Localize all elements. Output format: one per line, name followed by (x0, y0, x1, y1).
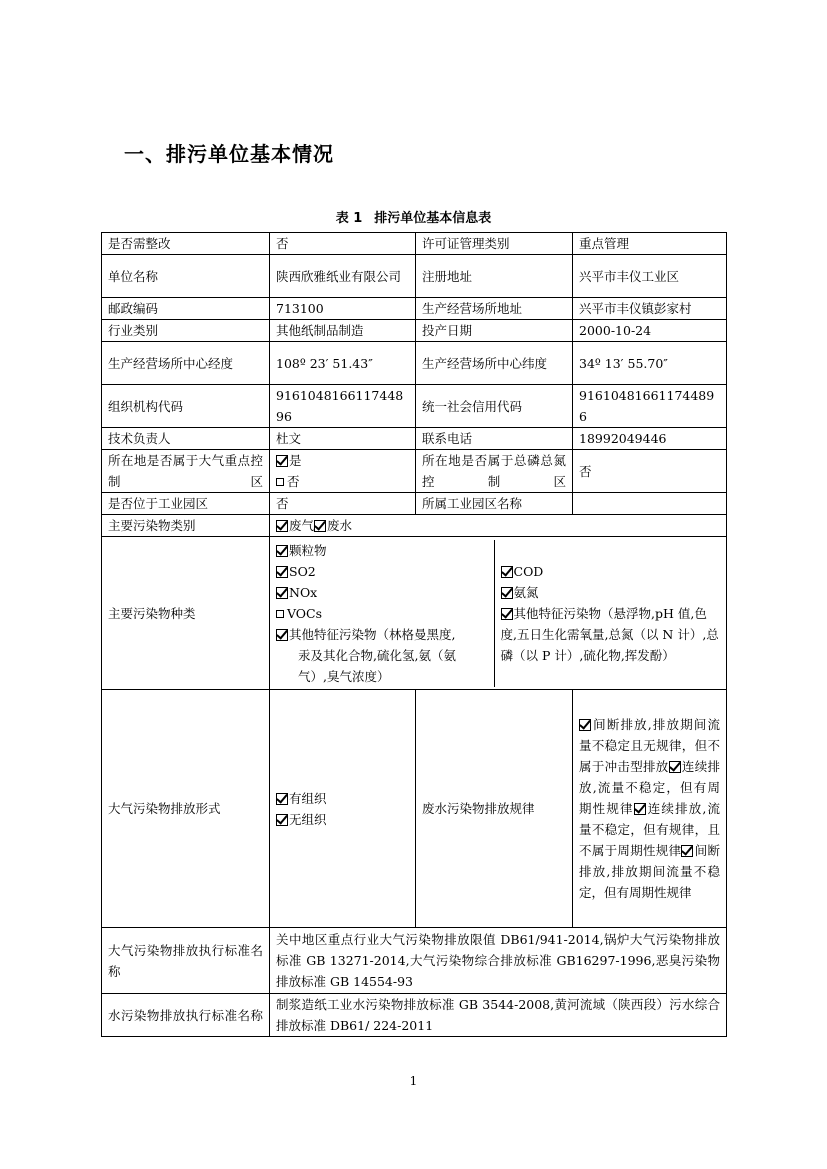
value-cell (573, 493, 727, 515)
label-cell: 联系电话 (416, 428, 573, 450)
table-row (102, 493, 727, 515)
option-label: 是 (289, 453, 302, 468)
label-cell: 大气污染物排放执行标准名称 (102, 928, 270, 994)
checkbox-checked-icon[interactable] (276, 545, 288, 557)
option-label: 连续排放,流量不稳定，但有规律，且不属于周期性规律 (579, 801, 721, 858)
option-label: COD (513, 563, 544, 579)
checkbox-checked-icon[interactable] (681, 845, 693, 857)
label-cell: 技术负责人 (102, 428, 270, 450)
value-cell: 重点管理 (573, 233, 727, 255)
option-label-cont: 汞及其化合物,硫化氢,氨（氨 (298, 647, 456, 663)
label-cell: 单位名称 (102, 255, 270, 298)
value-cell: 否 (270, 233, 416, 255)
value-cell: 713100 (270, 298, 416, 320)
checkbox-checked-icon[interactable] (276, 793, 288, 805)
label-cell: 邮政编码 (102, 298, 270, 320)
checkbox-cell (270, 690, 416, 928)
option-label: 间断排放,排放期间流量不稳定且无规律，但不属于冲击型排放 (579, 717, 721, 774)
table-row (102, 515, 727, 537)
table-row (102, 450, 727, 493)
checkbox-checked-icon[interactable] (314, 520, 326, 532)
table-title: 排污单位基本信息表 (374, 211, 492, 226)
value-cell: 否 (573, 450, 727, 493)
value-cell: 关中地区重点行业大气污染物排放限值 DB61/941-2014,锅炉大气污染物排放标准 GB 13271-2014,大气污染物综合排放标准 GB16297-1996,恶臭污染物排放标准 GB 14554-93 (270, 928, 727, 994)
option-label: SO2 (289, 563, 316, 579)
table-row (102, 428, 727, 450)
checkbox-empty-icon[interactable] (276, 478, 284, 486)
checkbox-cell (270, 515, 727, 537)
label-cell: 生产经营场所中心纬度 (416, 342, 573, 385)
option-label: 否 (287, 474, 300, 489)
label-cell: 许可证管理类别 (416, 233, 573, 255)
table-row (102, 537, 727, 690)
option-label: 废水 (327, 518, 353, 533)
table-number: 表 1 (335, 211, 363, 226)
label-cell: 组织机构代码 (102, 385, 270, 428)
checkbox-checked-icon[interactable] (579, 719, 591, 731)
section-heading: 一、排污单位基本情况 (124, 142, 334, 166)
checkbox-checked-icon[interactable] (276, 520, 288, 532)
value-cell: 108º 23′ 51.43″ (270, 342, 416, 385)
pollutant-types-subtable (270, 540, 726, 687)
value-cell: 否 (270, 493, 416, 515)
label-cell: 主要污染物种类 (102, 537, 270, 690)
label-cell: 生产经营场所地址 (416, 298, 573, 320)
value-cell: 916104816611744896 (573, 385, 727, 428)
value-cell: 兴平市丰仪工业区 (573, 255, 727, 298)
label-cell: 所在地是否属于总磷总氮控制区 (416, 450, 573, 493)
label-cell: 是否位于工业园区 (102, 493, 270, 515)
option-label: 其他特征污染物（悬浮物,pH 值,色度,五日生化需氧量,总氮（以 N 计）,总磷（以 P 计）,硫化物,挥发酚） (500, 605, 719, 663)
water-pollutants (494, 540, 726, 687)
checkbox-checked-icon[interactable] (501, 566, 513, 578)
option-label: 连续排放,流量不稳定，但有周期性规律 (579, 759, 721, 816)
label-cell: 注册地址 (416, 255, 573, 298)
value-cell: 兴平市丰仪镇彭家村 (573, 298, 727, 320)
label-cell: 大气污染物排放形式 (102, 690, 270, 928)
label-cell: 水污染物排放执行标准名称 (102, 994, 270, 1037)
table-row (102, 298, 727, 320)
page-number: 1 (409, 1074, 418, 1088)
checkbox-checked-icon[interactable] (276, 455, 288, 467)
table-caption (0, 207, 827, 226)
option-label: VOCs (287, 605, 323, 621)
label-cell: 主要污染物类别 (102, 515, 270, 537)
checkbox-checked-icon[interactable] (634, 803, 646, 815)
value-cell: 制浆造纸工业水污染物排放标准 GB 3544-2008,黄河流域（陕西段）污水综合排放标准 DB61/ 224-2011 (270, 994, 727, 1037)
pollutant-types-cell (270, 537, 727, 690)
value-cell: 18992049446 (573, 428, 727, 450)
checkbox-checked-icon[interactable] (501, 608, 513, 620)
option-label: 间断排放,排放期间流量不稳定，但有周期性规律 (579, 843, 721, 900)
value-cell: 2000-10-24 (573, 320, 727, 342)
label-cell: 所在地是否属于大气重点控制区 (102, 450, 270, 493)
table-row (102, 690, 727, 928)
checkbox-checked-icon[interactable] (276, 587, 288, 599)
option-label: 有组织 (289, 790, 327, 806)
gas-pollutants (270, 540, 494, 687)
table-row (102, 255, 727, 298)
table-row (102, 385, 727, 428)
label-cell: 投产日期 (416, 320, 573, 342)
label-cell: 行业类别 (102, 320, 270, 342)
label-cell: 统一社会信用代码 (416, 385, 573, 428)
label-cell: 生产经营场所中心经度 (102, 342, 270, 385)
value-cell: 34º 13′ 55.70″ (573, 342, 727, 385)
table-row (102, 342, 727, 385)
table-row (102, 928, 727, 994)
checkbox-checked-icon[interactable] (501, 587, 513, 599)
discharge-pattern-cell (573, 690, 727, 928)
label-cell: 废水污染物排放规律 (416, 690, 573, 928)
option-label: 氨氮 (513, 584, 539, 600)
label-cell: 是否需整改 (102, 233, 270, 255)
value-cell: 杜文 (270, 428, 416, 450)
value-cell: 其他纸制品制造 (270, 320, 416, 342)
option-label: 其他特征污染物（林格曼黑度, (289, 626, 456, 642)
option-label: NOx (289, 584, 318, 600)
checkbox-empty-icon[interactable] (276, 610, 284, 618)
checkbox-checked-icon[interactable] (276, 566, 288, 578)
option-label: 无组织 (289, 811, 327, 827)
label-cell: 所属工业园区名称 (416, 493, 573, 515)
checkbox-checked-icon[interactable] (276, 629, 288, 641)
value-cell: 陕西欣雅纸业有限公司 (270, 255, 416, 298)
table-row (102, 233, 727, 255)
option-label: 颗粒物 (289, 542, 327, 558)
option-label: 废气 (289, 518, 315, 533)
checkbox-cell (270, 450, 416, 493)
option-label-cont: 气）,臭气浓度） (298, 668, 390, 684)
basic-info-table (101, 232, 727, 1037)
table-row (102, 994, 727, 1037)
table-row (102, 320, 727, 342)
checkbox-checked-icon[interactable] (276, 814, 288, 826)
value-cell: 916104816611744896 (270, 385, 416, 428)
checkbox-checked-icon[interactable] (669, 761, 681, 773)
